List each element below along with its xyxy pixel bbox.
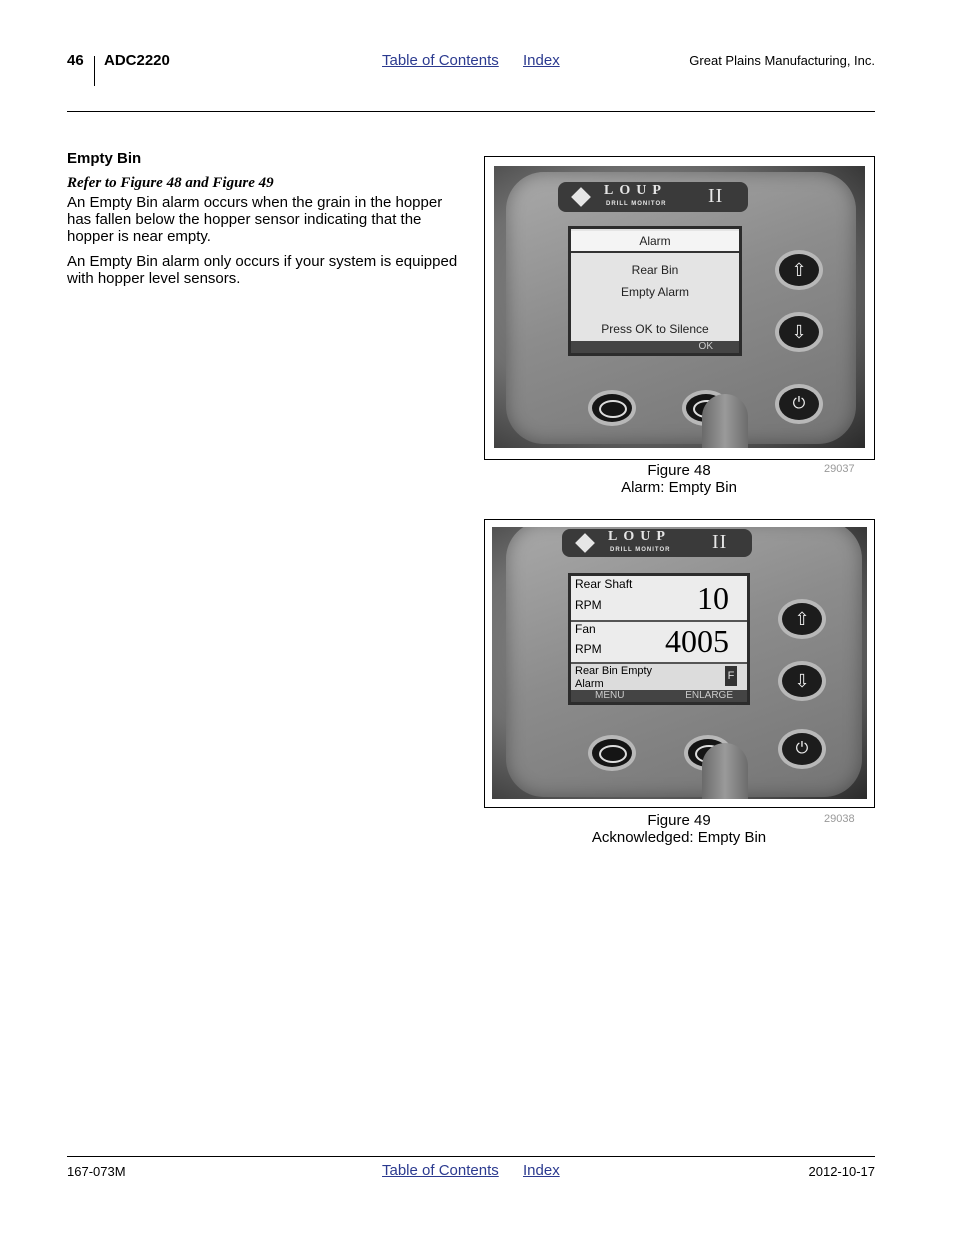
- left-softkey-button: [592, 739, 632, 767]
- doc-number: 167-073M: [67, 1164, 126, 1179]
- left-softkey-button: [592, 394, 632, 422]
- figure-reference: Refer to Figure 48 and Figure 49: [67, 175, 274, 191]
- softkey-bar: [571, 341, 739, 353]
- readout-row: [571, 622, 747, 664]
- photo-acknowledged-empty-bin: [492, 527, 867, 799]
- header-divider: [94, 56, 95, 86]
- readout-value: 10: [697, 580, 729, 616]
- footer-rule: [67, 1156, 875, 1157]
- brand-name: LOUP: [608, 529, 671, 544]
- brand-subtitle: DRILL MONITOR: [606, 201, 667, 207]
- brand-logo-icon: [575, 533, 595, 553]
- photo-alarm-empty-bin: [494, 166, 865, 448]
- brand-model: II: [708, 185, 724, 207]
- status-line: Alarm: [575, 678, 604, 690]
- loup-monitor: [506, 527, 862, 797]
- screen-prompt: Press OK to Silence: [601, 322, 709, 336]
- brand-plate: [562, 529, 752, 557]
- figure-label: Figure 49: [647, 812, 711, 829]
- monitor-screen: [568, 573, 750, 705]
- paragraph: An Empty Bin alarm occurs when the grain in the hopper has fallen below the hopper sensor indicating that the hopper is near empty.: [67, 194, 443, 245]
- figure-label: Figure 48: [647, 462, 711, 479]
- figure-title: Alarm: Empty Bin: [621, 479, 737, 496]
- softkey-menu: MENU: [595, 690, 625, 701]
- down-arrow-button: ⇩: [779, 316, 819, 348]
- status-flag: F: [725, 666, 737, 686]
- down-arrow-button: ⇩: [782, 665, 822, 697]
- brand-subtitle: DRILL MONITOR: [610, 547, 671, 553]
- figure-title: Acknowledged: Empty Bin: [591, 829, 767, 846]
- finger: [702, 743, 748, 799]
- readout-label: Fan: [575, 622, 596, 636]
- figure-48-caption: [484, 462, 874, 496]
- figure-49: [484, 519, 875, 808]
- revision-date: 2012-10-17: [808, 1164, 875, 1179]
- brand-model: II: [712, 531, 728, 553]
- readout-label: Rear Shaft: [575, 577, 633, 591]
- up-arrow-button: ⇧: [782, 603, 822, 635]
- brand-plate: [558, 182, 748, 212]
- screen-line: Empty Alarm: [620, 285, 689, 299]
- softkey-enlarge: ENLARGE: [685, 690, 733, 701]
- brand-name: LOUP: [604, 183, 667, 198]
- company-name: Great Plains Manufacturing, Inc.: [689, 53, 875, 68]
- readout-unit: RPM: [575, 642, 602, 656]
- power-button: ⏻: [782, 733, 822, 765]
- footer-index-link[interactable]: Index: [523, 1162, 560, 1179]
- figure-id: 29037: [824, 463, 855, 475]
- brand-logo-icon: [571, 187, 591, 207]
- footer-toc-link[interactable]: Table of Contents: [382, 1162, 499, 1179]
- header-rule: [67, 111, 875, 112]
- section-title: Empty Bin: [67, 150, 142, 167]
- power-button: ⏻: [779, 388, 819, 420]
- paragraph: An Empty Bin alarm only occurs if your system is equipped with hopper level sensors.: [67, 253, 458, 287]
- page-number: 46: [67, 52, 84, 69]
- readout-value: 4005: [665, 623, 729, 659]
- monitor-screen: [568, 226, 742, 356]
- up-arrow-button: ⇧: [779, 254, 819, 286]
- loup-monitor: [506, 172, 856, 444]
- figure-id: 29038: [824, 813, 855, 825]
- readout-row: [571, 576, 747, 622]
- screen-line: Rear Bin: [631, 263, 679, 277]
- screen-title: Alarm: [571, 231, 739, 253]
- figure-48: [484, 156, 875, 460]
- softkey-bar: [571, 690, 747, 702]
- finger: [702, 394, 748, 448]
- doc-title: ADC2220: [104, 52, 170, 69]
- figure-49-caption: [484, 812, 874, 846]
- header-index-link[interactable]: Index: [523, 52, 560, 69]
- header-toc-link[interactable]: Table of Contents: [382, 52, 499, 69]
- status-text: [575, 665, 652, 691]
- softkey-ok: OK: [698, 341, 713, 352]
- status-line: Rear Bin Empty: [575, 665, 653, 677]
- readout-unit: RPM: [575, 598, 602, 612]
